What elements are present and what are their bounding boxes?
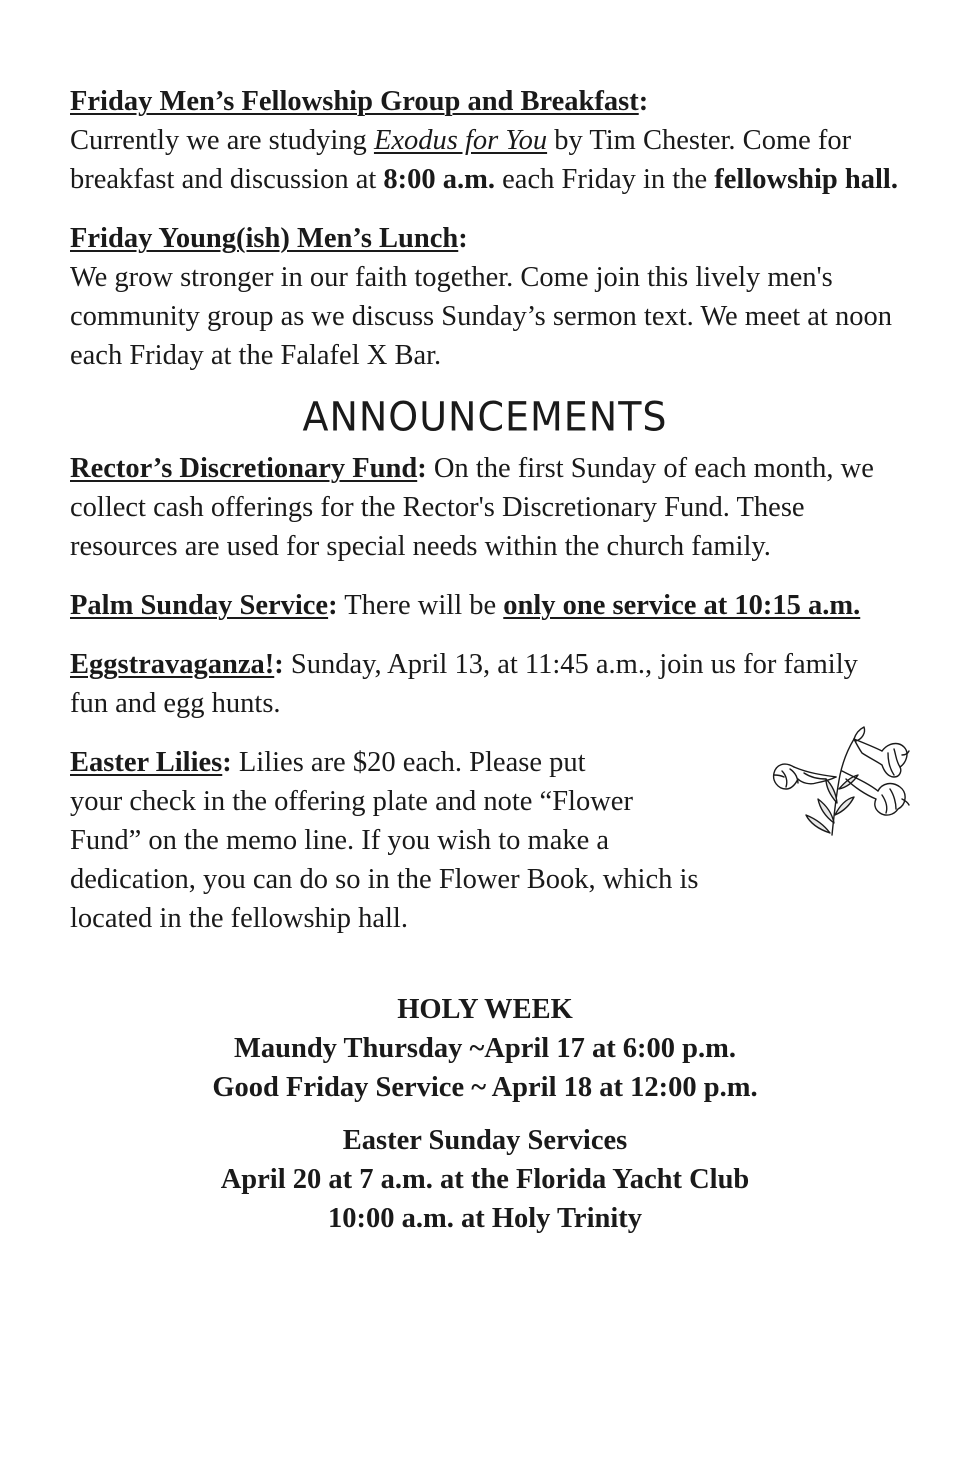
- lilies-section: [70, 743, 900, 938]
- lilies-text-1: Lilies are $20 each. Please put: [231, 747, 586, 778]
- fellowship-heading-colon: :: [638, 86, 649, 117]
- palm-heading-colon: :: [328, 590, 338, 621]
- lilies-heading-colon: :: [222, 747, 232, 778]
- lunch-heading: Friday Young(ish) Men’s Lunch: [70, 223, 459, 254]
- easter-holy-trinity-line: 10:00 a.m. at Holy Trinity: [327, 1203, 642, 1234]
- fellowship-book-title: Exodus for You: [373, 125, 548, 156]
- good-friday-line: Good Friday Service ~ April 18 at 12:00 p.m.: [212, 1072, 758, 1103]
- eggs-section: [70, 645, 900, 723]
- easter-services-block: [70, 1121, 900, 1238]
- lunch-body: We grow stronger in our faith together. Come join this lively men's community group as we discuss Sunday’s sermon text. We meet at noon each Friday at the Falafel X Bar.: [70, 262, 892, 371]
- bulletin-page: [70, 82, 900, 1238]
- eggs-text: Sunday, April 13, at 11:45 a.m., join us for family fun and egg hunts.: [70, 649, 858, 719]
- fellowship-section: [70, 82, 900, 199]
- palm-emphasis: only one service at 10:15 a.m.: [503, 590, 861, 621]
- lilies-line-4: dedication, you can do so in the Flower Book, which is: [70, 864, 699, 895]
- rector-text: On the first Sunday of each month, we collect cash offerings for the Rector's Discretionary Fund. These resources are used for special needs within the church family.: [70, 453, 874, 562]
- palm-section: [70, 586, 900, 625]
- lilies-line-3: Fund” on the memo line. If you wish to make a: [70, 825, 610, 856]
- lunch-heading-colon: :: [458, 223, 468, 254]
- fellowship-time: 8:00 a.m.: [383, 164, 496, 195]
- announcements-title: ANNOUNCEMENTS: [302, 393, 668, 441]
- fellowship-heading-line: [70, 82, 900, 121]
- eggs-heading-colon: :: [274, 649, 284, 680]
- eggs-body: [70, 645, 900, 723]
- lunch-heading-line: [70, 219, 900, 258]
- maundy-thursday-line: Maundy Thursday ~April 17 at 6:00 p.m.: [233, 1033, 737, 1064]
- rector-heading: Rector’s Discretionary Fund: [70, 453, 418, 484]
- rector-heading-colon: :: [417, 453, 427, 484]
- fellowship-text-2: by Tim Chester. Come for breakfast and discussion at: [70, 125, 852, 195]
- palm-body: [70, 586, 900, 625]
- rector-body: [70, 449, 900, 566]
- palm-text: There will be: [337, 590, 504, 621]
- fellowship-text-1: Currently we are studying: [70, 125, 374, 156]
- fellowship-heading: Friday Men’s Fellowship Group and Breakfast: [70, 86, 639, 117]
- holy-week-block: [70, 990, 900, 1107]
- easter-yacht-club-line: April 20 at 7 a.m. at the Florida Yacht Club: [220, 1164, 750, 1195]
- palm-heading: Palm Sunday Service: [70, 590, 329, 621]
- lily-flower-icon: [770, 725, 910, 837]
- lilies-line-2: your check in the offering plate and note “Flower: [70, 786, 633, 817]
- fellowship-place: fellowship hall.: [714, 164, 898, 195]
- rector-section: [70, 449, 900, 566]
- lunch-section: [70, 219, 900, 375]
- fellowship-text-3: each Friday in the: [495, 164, 715, 195]
- fellowship-body: [70, 121, 900, 199]
- lilies-heading: Easter Lilies: [70, 747, 223, 778]
- eggs-heading: Eggstravaganza!: [70, 649, 275, 680]
- easter-services-title: Easter Sunday Services: [342, 1125, 628, 1156]
- holy-week-title: HOLY WEEK: [397, 994, 573, 1025]
- lilies-line-5: located in the fellowship hall.: [70, 903, 408, 934]
